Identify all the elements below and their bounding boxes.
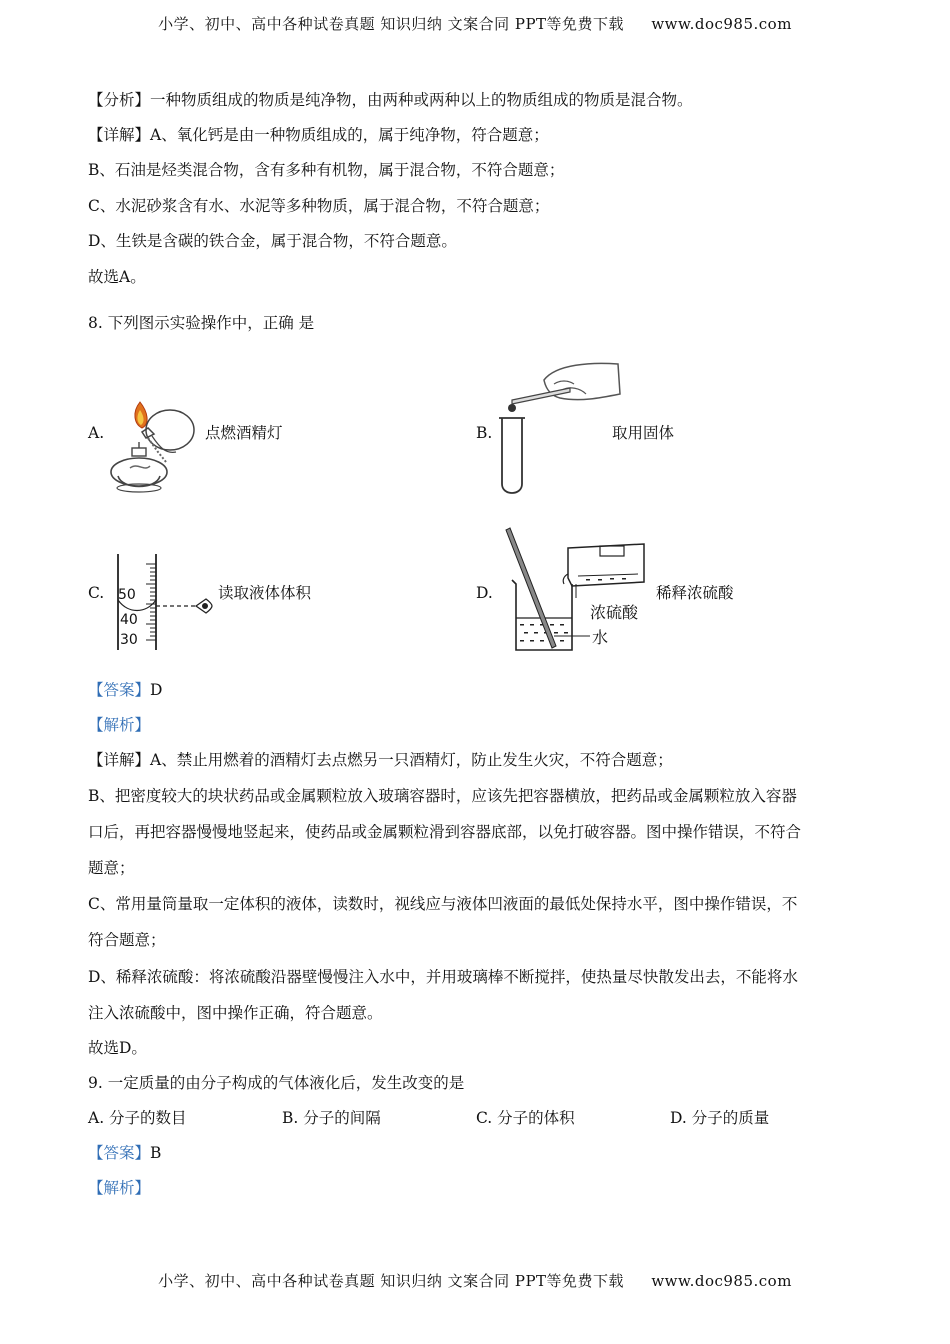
- q7-d: D、生铁是含碳的铁合金，属于混合物，不符合题意。: [88, 232, 457, 250]
- q8-d-line1: D、稀释浓硫酸：将浓硫酸沿器壁慢慢注入水中，并用玻璃棒不断搅拌，使热量尽快散发出去，不能将水: [88, 968, 798, 986]
- alcohol-lamp-illustration: [108, 392, 203, 496]
- q8-answer: D: [150, 681, 163, 699]
- q8-option-a-caption: 点燃酒精灯: [205, 424, 283, 442]
- q7-c: C、水泥砂浆含有水、水泥等多种物质，属于混合物，不符合题意；: [88, 197, 550, 215]
- dilute-sulfuric-acid-illustration: [498, 526, 653, 656]
- answer-tag: 【答案】: [88, 681, 151, 699]
- q8-option-a-letter: A.: [88, 424, 105, 442]
- q8-stem: 8. 下列图示实验操作中，正确 是: [88, 314, 315, 332]
- q8-c-line2: 符合题意；: [88, 931, 166, 949]
- q8-detail-a: 【详解】A、禁止用燃着的酒精灯去点燃另一只酒精灯，防止发生火灾，不符合题意；: [88, 751, 673, 769]
- header-text: 小学、初中、高中各种试卷真题 知识归纳 文案合同 PPT等免费下载: [158, 15, 625, 33]
- page-header: [0, 13, 950, 34]
- q9-analysis-tag: 【解析】: [88, 1179, 151, 1197]
- tick-50: 50: [118, 587, 136, 603]
- q8-b-line3: 题意；: [88, 859, 135, 877]
- q9-stem: 9. 一定质量的由分子构成的气体液化后，发生改变的是: [88, 1074, 465, 1092]
- q8-option-c-caption: 读取液体体积: [218, 584, 312, 602]
- header-site[interactable]: www.doc985.com: [651, 15, 792, 33]
- q8-option-b-caption: 取用固体: [612, 424, 675, 442]
- label-concentrated-sulfuric-acid: 浓硫酸: [590, 603, 639, 622]
- q8-d-line2: 注入浓硫酸中，图中操作正确，符合题意。: [88, 1004, 383, 1022]
- page-footer: [0, 1270, 950, 1291]
- q7-conclusion: 故选A。: [88, 268, 146, 286]
- q8-option-c-letter: C.: [88, 584, 105, 602]
- footer-text: 小学、初中、高中各种试卷真题 知识归纳 文案合同 PPT等免费下载: [158, 1272, 625, 1290]
- label-water: 水: [592, 628, 609, 647]
- answer-tag: 【答案】: [88, 1144, 151, 1162]
- q8-analysis-tag: 【解析】: [88, 716, 151, 734]
- q9-option-c: C. 分子的体积: [476, 1109, 575, 1127]
- q9-answer-line: [88, 1143, 161, 1163]
- q7-analysis: 【分析】一种物质组成的物质是纯净物，由两种或两种以上的物质组成的物质是混合物。: [88, 91, 693, 109]
- q8-option-d-caption: 稀释浓硫酸: [656, 584, 734, 602]
- q9-option-a: A. 分子的数目: [88, 1109, 187, 1127]
- q8-b-line1: B、把密度较大的块状药品或金属颗粒放入玻璃容器时，应该先把容器横放，把药品或金属颗粒放入容器: [88, 787, 797, 805]
- q8-answer-line: [88, 680, 162, 700]
- q8-option-d-letter: D.: [476, 584, 493, 602]
- footer-site[interactable]: www.doc985.com: [651, 1272, 792, 1290]
- tick-30: 30: [120, 632, 138, 648]
- q8-c-line1: C、常用量筒量取一定体积的液体，读数时，视线应与液体凹液面的最低处保持水平，图中操作错误，不: [88, 895, 798, 913]
- q9-option-d: D. 分子的质量: [670, 1109, 770, 1127]
- q7-detail-a: 【详解】A、氧化钙是由一种物质组成的，属于纯净物，符合题意；: [88, 126, 549, 144]
- q8-conclusion: 故选D。: [88, 1039, 147, 1057]
- q9-option-b: B. 分子的间隔: [282, 1109, 381, 1127]
- q7-b: B、石油是烃类混合物，含有多种有机物，属于混合物，不符合题意；: [88, 161, 565, 179]
- tick-40: 40: [120, 612, 138, 628]
- q9-answer: B: [150, 1144, 162, 1162]
- q8-b-line2: 口后，再把容器慢慢地竖起来，使药品或金属颗粒滑到容器底部，以免打破容器。图中操作错误，不符合: [88, 823, 802, 841]
- q8-option-b-letter: B.: [476, 424, 493, 442]
